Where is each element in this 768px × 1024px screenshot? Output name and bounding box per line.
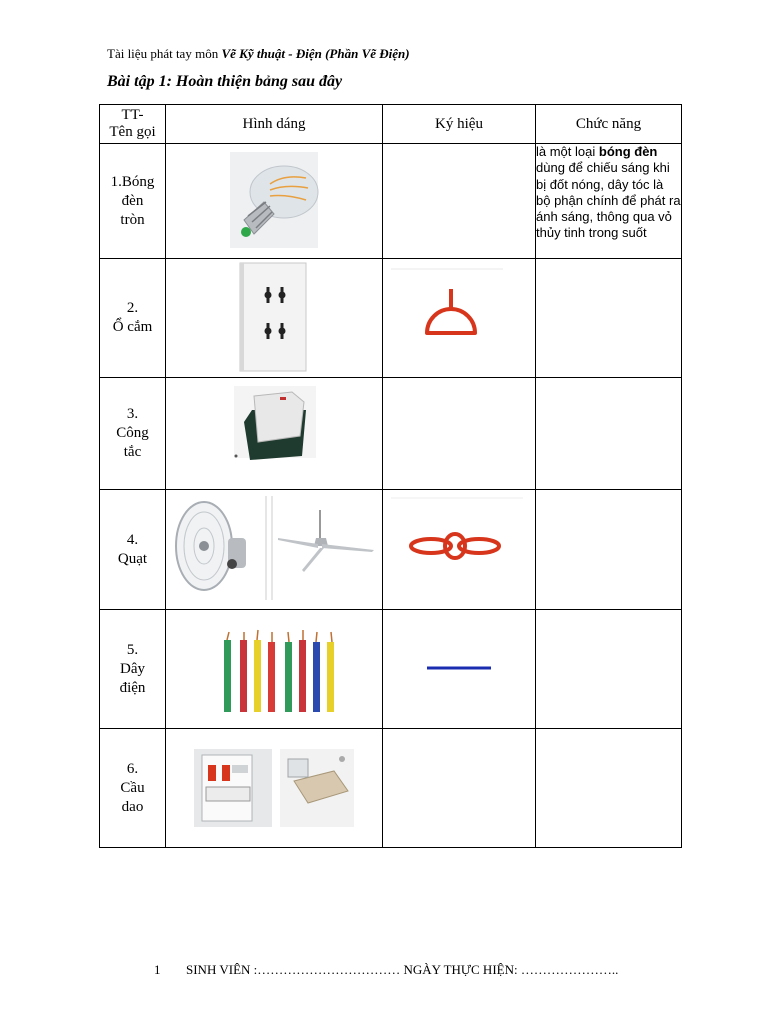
exercise-title: Bài tập 1: Hoàn thiện bảng sau đây xyxy=(107,73,343,90)
column-header-symbol: Ký hiệu xyxy=(383,105,536,144)
function-cell xyxy=(536,378,682,490)
page-number: 1 xyxy=(154,962,161,977)
header-subject: Vẽ Kỹ thuật - Điện (Phần Vẽ Điện) xyxy=(221,46,410,61)
function-cell xyxy=(536,259,682,378)
symbol-cell xyxy=(383,144,536,259)
socket-symbol xyxy=(383,259,535,377)
wire-symbol xyxy=(383,610,535,728)
shape-cell xyxy=(166,378,383,490)
shape-cell xyxy=(166,144,383,259)
function-cell xyxy=(536,490,682,610)
wires-image xyxy=(166,610,382,728)
column-header-shape: Hình dáng xyxy=(166,105,383,144)
table-header-row xyxy=(100,105,682,144)
function-cell xyxy=(536,729,682,848)
shape-cell xyxy=(166,490,383,610)
function-cell xyxy=(536,144,682,259)
fan-symbol xyxy=(383,490,535,609)
function-text: là một loại bóng đèn dùng để chiếu sáng khi bị đốt nóng, dây tóc là bộ phận chính để phát ra ánh sáng, thông qua vỏ thủy tinh trong suốt xyxy=(536,144,681,241)
document-header xyxy=(107,46,410,62)
footer-signature-line: SINH VIÊN :…………………………… NGÀY THỰC HIỆN: ………………….. xyxy=(186,962,619,977)
symbol-cell xyxy=(383,610,536,729)
table-row-wire xyxy=(100,610,682,729)
symbol-cell xyxy=(383,378,536,490)
components-table xyxy=(99,104,682,848)
header-prefix: Tài liệu phát tay môn xyxy=(107,46,222,61)
row-name: 1.Bóng đèn tròn xyxy=(100,144,166,259)
symbol-cell xyxy=(383,729,536,848)
breaker-images xyxy=(166,729,382,847)
table-row-fan xyxy=(100,490,682,610)
shape-cell xyxy=(166,259,383,378)
row-name: 2. Ổ cắm xyxy=(100,259,166,378)
row-name: 5. Dây điện xyxy=(100,610,166,729)
table-row-breaker xyxy=(100,729,682,848)
shape-cell xyxy=(166,610,383,729)
table-row-switch xyxy=(100,378,682,490)
table-row-socket xyxy=(100,259,682,378)
symbol-cell xyxy=(383,490,536,610)
row-name: 3. Công tắc xyxy=(100,378,166,490)
light-bulb-image xyxy=(166,144,382,258)
shape-cell xyxy=(166,729,383,848)
column-header-function: Chức năng xyxy=(536,105,682,144)
symbol-cell xyxy=(383,259,536,378)
switch-image xyxy=(166,378,382,489)
column-header-name: TT- Tên gọi xyxy=(100,105,166,144)
fan-images xyxy=(166,490,382,609)
socket-image xyxy=(166,259,382,377)
table-row-bulb xyxy=(100,144,682,259)
row-name: 6. Cầu dao xyxy=(100,729,166,848)
row-name: 4. Quạt xyxy=(100,490,166,610)
function-cell xyxy=(536,610,682,729)
